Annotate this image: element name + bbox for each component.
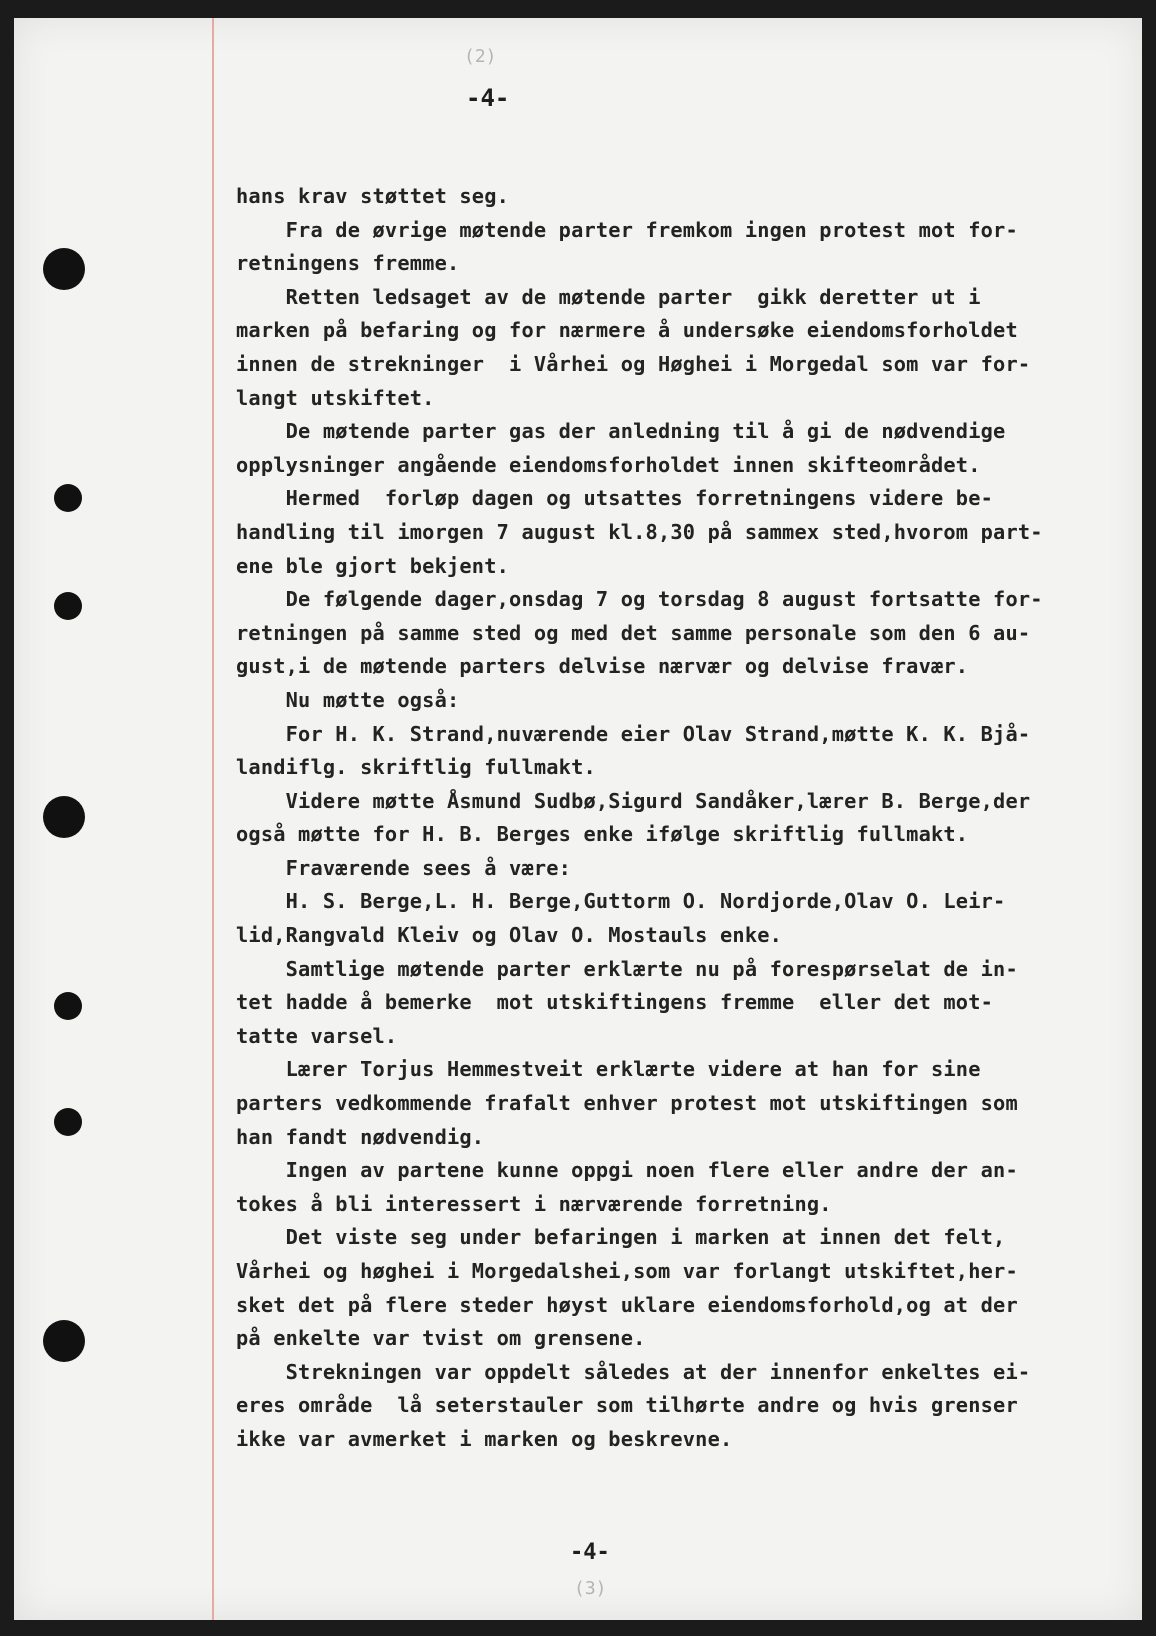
punch-hole — [43, 248, 85, 290]
text-line: retningens fremme. — [236, 251, 460, 276]
text-line: Det viste seg under befaringen i marken at innen det felt, — [236, 1225, 1006, 1250]
text-line: landiflg. skriftlig fullmakt. — [236, 755, 596, 780]
text-line: ene ble gjort bekjent. — [236, 553, 510, 578]
text-line: De følgende dager,onsdag 7 og torsdag 8 august fortsatte for- — [236, 587, 1043, 612]
text-line: Ingen av partene kunne oppgi noen flere eller andre der an- — [236, 1158, 1018, 1183]
faint-bottom-mark: (3) — [574, 1578, 607, 1599]
text-line: sket det på flere steder høyst uklare eiendomsforhold,og at der — [236, 1292, 1018, 1317]
punch-hole — [43, 796, 85, 838]
text-line: Fraværende sees å være: — [236, 855, 572, 880]
text-line: Samtlige møtende parter erklærte nu på forespørselat de in- — [236, 956, 1018, 981]
text-line: tatte varsel. — [236, 1023, 398, 1048]
text-line: parters vedkommende frafalt enhver protest mot utskiftingen som — [236, 1091, 1018, 1116]
page-number-top: -4- — [466, 84, 510, 112]
punch-hole — [54, 484, 82, 512]
text-line: hans krav støttet seg. — [236, 184, 510, 208]
punch-hole — [54, 592, 82, 620]
text-line: De møtende parter gas der anledning til å gi de nødvendige — [236, 419, 1006, 444]
text-line: gust,i de møtende parters delvise nærvær og delvise fravær. — [236, 654, 969, 679]
text-line: innen de strekninger i Vårhei og Høghei i Morgedal som var for- — [236, 351, 1031, 376]
faint-top-mark: (2) — [464, 46, 497, 67]
text-line: H. S. Berge,L. H. Berge,Guttorm O. Nordjorde,Olav O. Leir- — [236, 889, 1006, 914]
text-line: Lærer Torjus Hemmestveit erklærte videre at han for sine — [236, 1057, 981, 1082]
text-line: Nu møtte også: — [236, 687, 460, 712]
text-line: Retten ledsaget av de møtende parter gikk deretter ut i — [236, 284, 981, 309]
text-line: marken på befaring og for nærmere å undersøke eiendomsforholdet — [236, 318, 1018, 343]
punch-hole — [43, 1320, 85, 1362]
text-line: ikke var avmerket i marken og beskrevne. — [236, 1426, 733, 1451]
text-line: Hermed forløp dagen og utsattes forretningens videre be- — [236, 486, 994, 511]
text-line: langt utskiftet. — [236, 385, 435, 410]
text-line: Fra de øvrige møtende parter fremkom ingen protest mot for- — [236, 217, 1018, 242]
text-line: retningen på samme sted og med det samme personale som den 6 au- — [236, 620, 1031, 645]
text-line: også møtte for H. B. Berges enke ifølge skriftlig fullmakt. — [236, 822, 969, 847]
text-line: For H. K. Strand,nuværende eier Olav Strand,møtte K. K. Bjå- — [236, 721, 1031, 746]
text-line: han fandt nødvendig. — [236, 1124, 485, 1149]
punch-hole — [54, 992, 82, 1020]
text-line: Videre møtte Åsmund Sudbø,Sigurd Sandåker,lærer B. Berge,der — [236, 788, 1031, 813]
text-line: Vårhei og høghei i Morgedalshei,som var forlangt utskiftet,her- — [236, 1259, 1018, 1283]
text-line: eres område lå seterstauler som tilhørte andre og hvis grenser — [236, 1393, 1018, 1418]
text-line: lid,Rangvald Kleiv og Olav O. Mostauls enke. — [236, 923, 783, 948]
document-page — [14, 18, 1142, 1620]
text-line: Strekningen var oppdelt således at der innenfor enkeltes ei- — [236, 1359, 1031, 1384]
margin-rule — [212, 18, 214, 1620]
text-line: tet hadde å bemerke mot utskiftingens fremme eller det mot- — [236, 990, 994, 1015]
text-line: handling til imorgen 7 august kl.8,30 på sammex sted,hvorom part- — [236, 519, 1043, 544]
page-number-bottom: -4- — [570, 1540, 610, 1565]
text-line: opplysninger angående eiendomsforholdet innen skifteområdet. — [236, 452, 981, 477]
text-line: tokes å bli interessert i nærværende forretning. — [236, 1191, 832, 1216]
typewritten-text — [236, 180, 1116, 1457]
text-line: på enkelte var tvist om grensene. — [236, 1326, 646, 1351]
punch-hole — [54, 1108, 82, 1136]
